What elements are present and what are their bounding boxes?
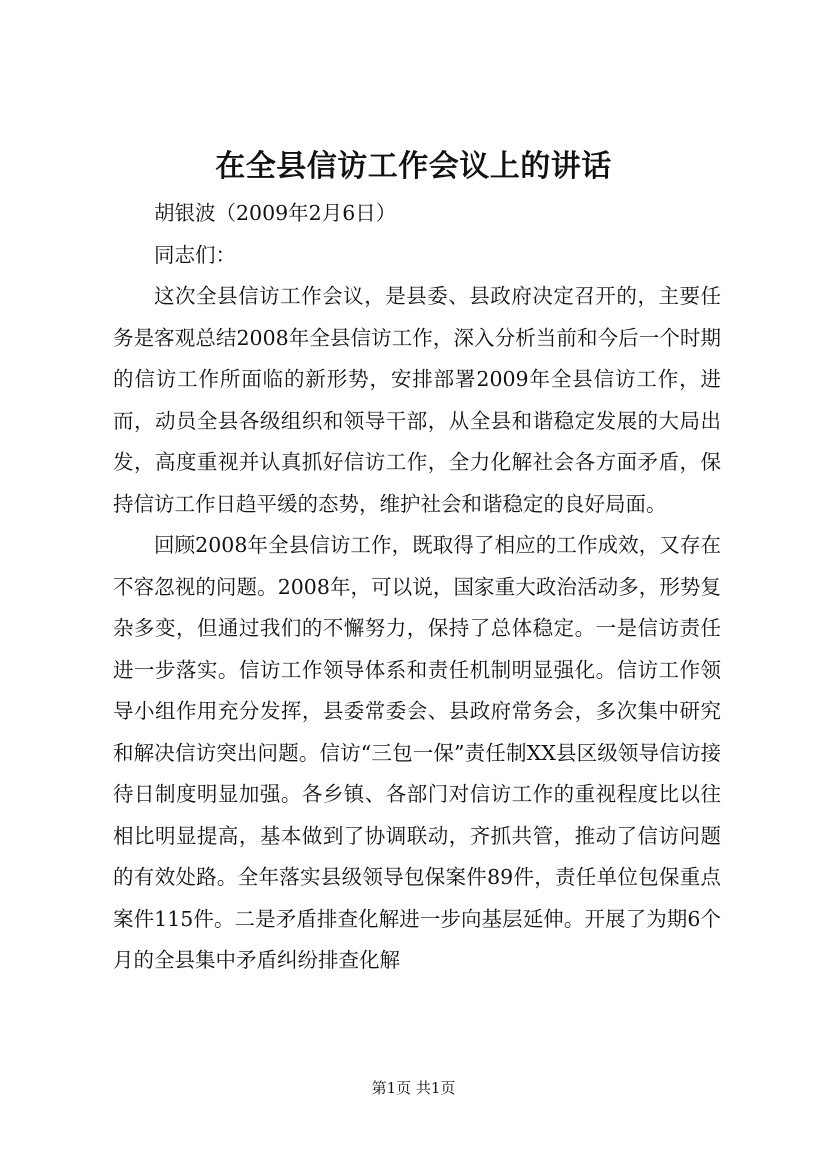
salutation: 同志们： [154,242,236,267]
page-footer: 第1页 共1页 [371,1079,456,1097]
paragraph-1: 这次全县信访工作会议，是县委、县政府决定召开的，主要任务是客观总结2008年全县信访工作，深入分析当前和今后一个时期的信访工作所面临的新形势，安排部署2009年全县信访工作，进而，动员全县各级组织和领导干部，从全县和谐稳定发展的大局出发，高度重视并认真抓好信访工作，全力化解社会各方面矛盾，保持信访工作日趋平缓的态势，维护社会和谐稳定的良好局面。 [113,284,721,516]
document-body [113,193,721,982]
document-title: 在全县信访工作会议上的讲话 [215,149,612,184]
paragraph-2: 回顾2008年全县信访工作，既取得了相应的工作成效，又存在不容忽视的问题。2008年，可以说，国家重大政治活动多，形势复杂多变，但通过我们的不懈努力，保持了总体稳定。一是信访责任进一步落实。信访工作领导体系和责任机制明显强化。信访工作领导小组作用充分发挥，县委常委会、县政府常务会，多次集中研究和解决信访突出问题。信访“三包一保”责任制XX县区级领导信访接待日制度明显加强。各乡镇、各部门对信访工作的重视程度比以往相比明显提高，基本做到了协调联动，齐抓共管，推动了信访问题的有效处路。全年落实县级领导包保案件89件，责任单位包保重点案件115件。二是矛盾排查化解进一步向基层延伸。开展了为期6个月的全县集中矛盾纠纷排查化解 [113,533,721,972]
author-line: 胡银波（2009年2月6日） [154,201,397,225]
